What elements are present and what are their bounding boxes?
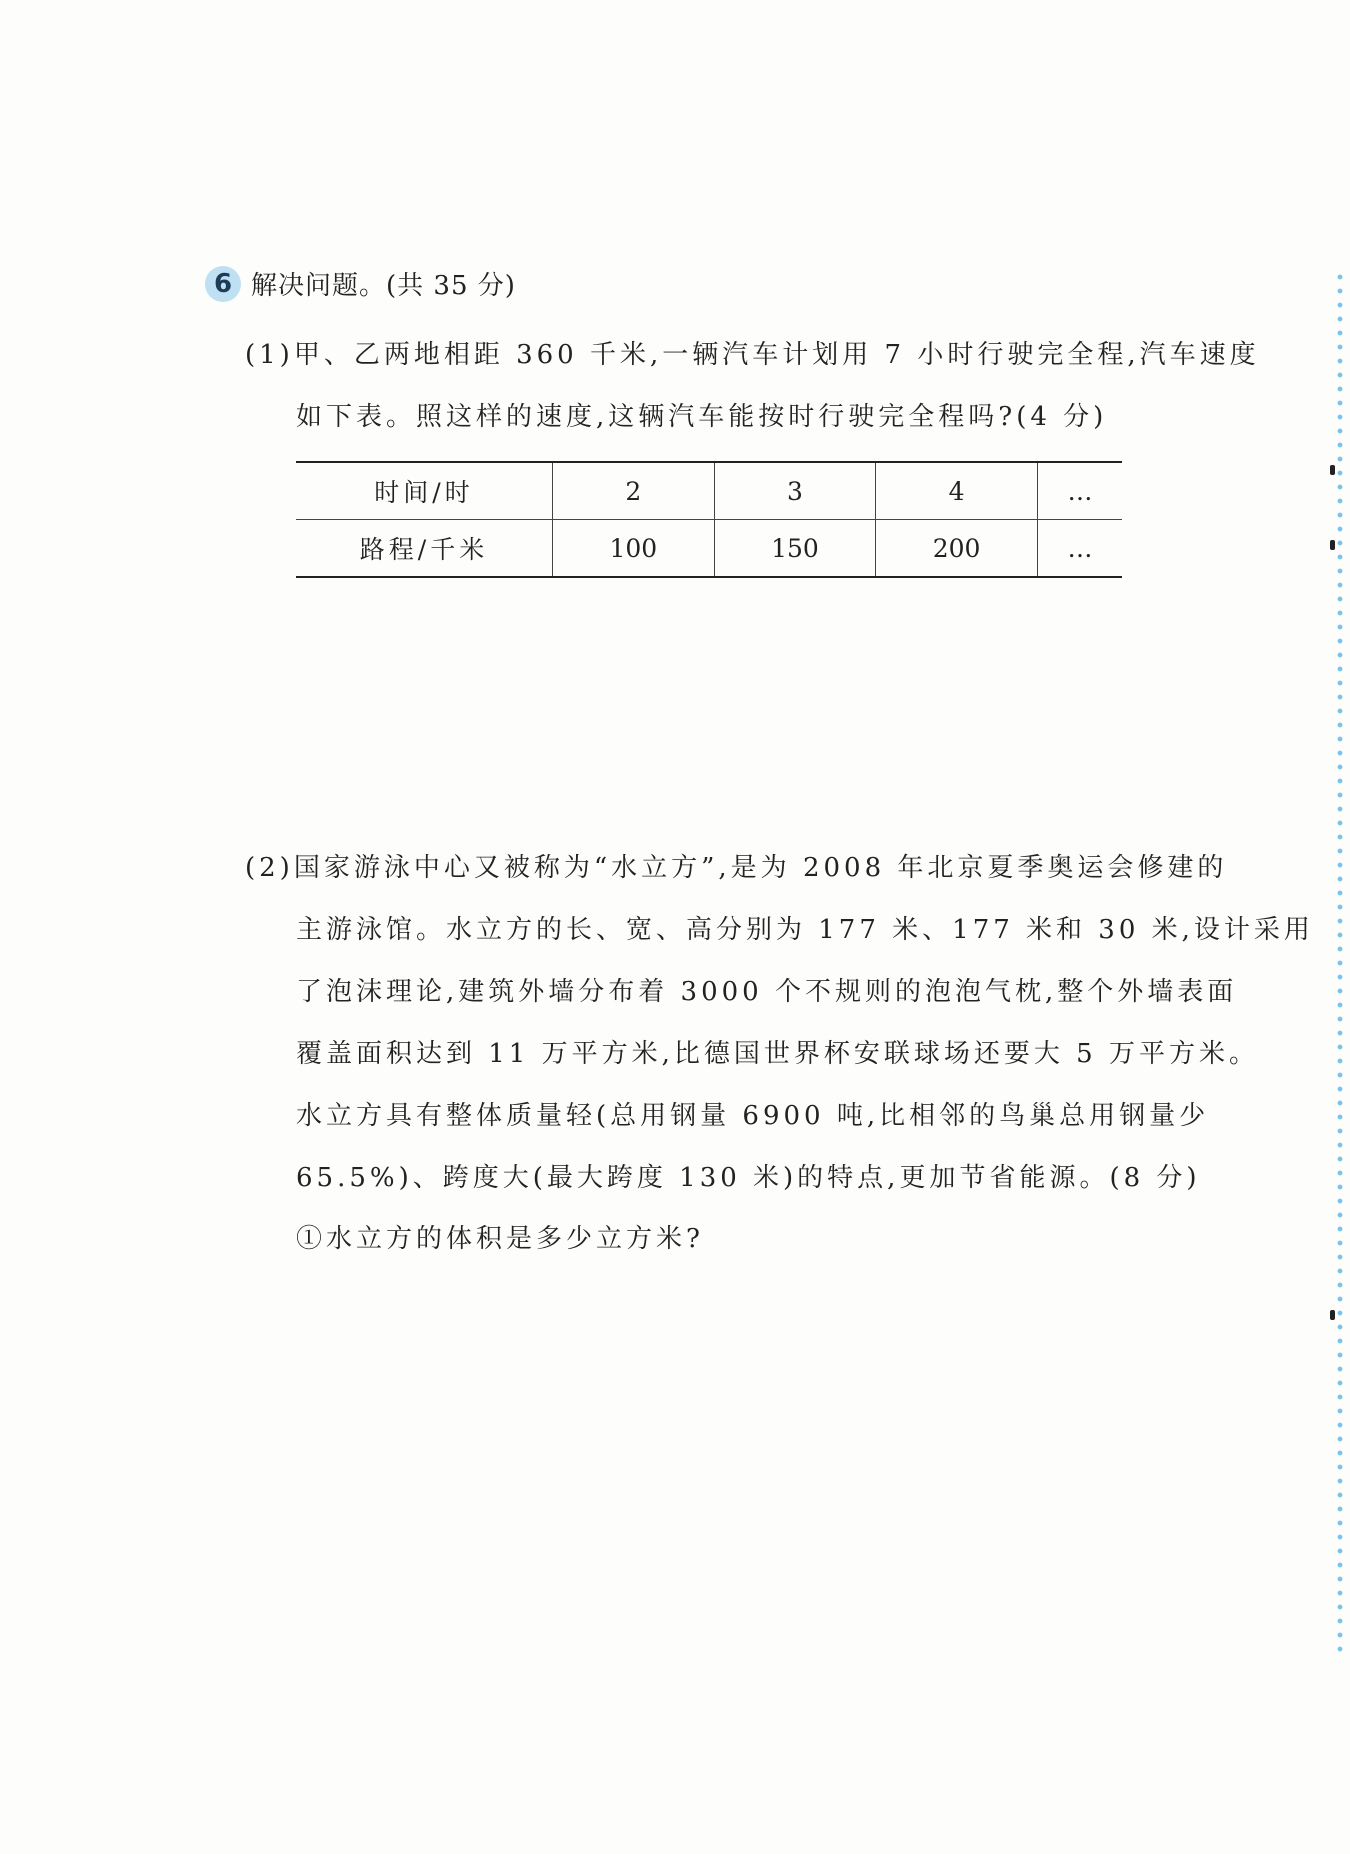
speed-table bbox=[296, 461, 1122, 578]
section-number-badge: 6 bbox=[205, 266, 241, 302]
table-header-distance: 路程/千米 bbox=[296, 520, 553, 578]
q2-text-line-4: 覆盖面积达到 11 万平方米,比德国世界杯安联球场还要大 5 万平方米。 bbox=[296, 1039, 1259, 1069]
table-row-distance bbox=[296, 520, 1122, 578]
table-cell: 4 bbox=[876, 462, 1038, 520]
section-heading bbox=[205, 265, 516, 302]
q2-text-line-2: 主游泳馆。水立方的长、宽、高分别为 177 米、177 米和 30 米,设计采用 bbox=[296, 915, 1314, 945]
table-row-time bbox=[296, 462, 1122, 520]
q2-text-line-3: 了泡沫理论,建筑外墙分布着 3000 个不规则的泡泡气枕,整个外墙表面 bbox=[296, 977, 1238, 1007]
table-cell: 2 bbox=[553, 462, 715, 520]
table-cell: … bbox=[1067, 533, 1093, 563]
table-header-time: 时间/时 bbox=[296, 462, 553, 520]
table-cell: … bbox=[1037, 462, 1122, 520]
table-cell: 3 bbox=[714, 462, 876, 520]
table-cell: 150 bbox=[714, 520, 876, 578]
binding-mark bbox=[1330, 465, 1335, 475]
binding-mark bbox=[1330, 1310, 1335, 1320]
q2-text-line-5: 水立方具有整体质量轻(总用钢量 6900 吨,比相邻的鸟巢总用钢量少 bbox=[296, 1101, 1210, 1131]
table-cell: 100 bbox=[553, 520, 715, 578]
perforation-edge bbox=[1335, 270, 1345, 1660]
q2-text-line-1: (2)国家游泳中心又被称为“水立方”,是为 2008 年北京夏季奥运会修建的 bbox=[245, 853, 1228, 883]
section-title: 解决问题。(共 35 分) bbox=[251, 271, 516, 301]
q1-text-line-2: 如下表。照这样的速度,这辆汽车能按时行驶完全程吗?(4 分) bbox=[296, 402, 1108, 432]
table-cell: 200 bbox=[876, 520, 1038, 578]
binding-mark bbox=[1330, 540, 1335, 550]
q1-text-line-1: (1)甲、乙两地相距 360 千米,一辆汽车计划用 7 小时行驶完全程,汽车速度 bbox=[245, 340, 1260, 370]
q2-text-line-6: 65.5%)、跨度大(最大跨度 130 米)的特点,更加节省能源。(8 分) bbox=[296, 1163, 1201, 1193]
q2-subquestion-1: ①水立方的体积是多少立方米? bbox=[296, 1224, 704, 1254]
